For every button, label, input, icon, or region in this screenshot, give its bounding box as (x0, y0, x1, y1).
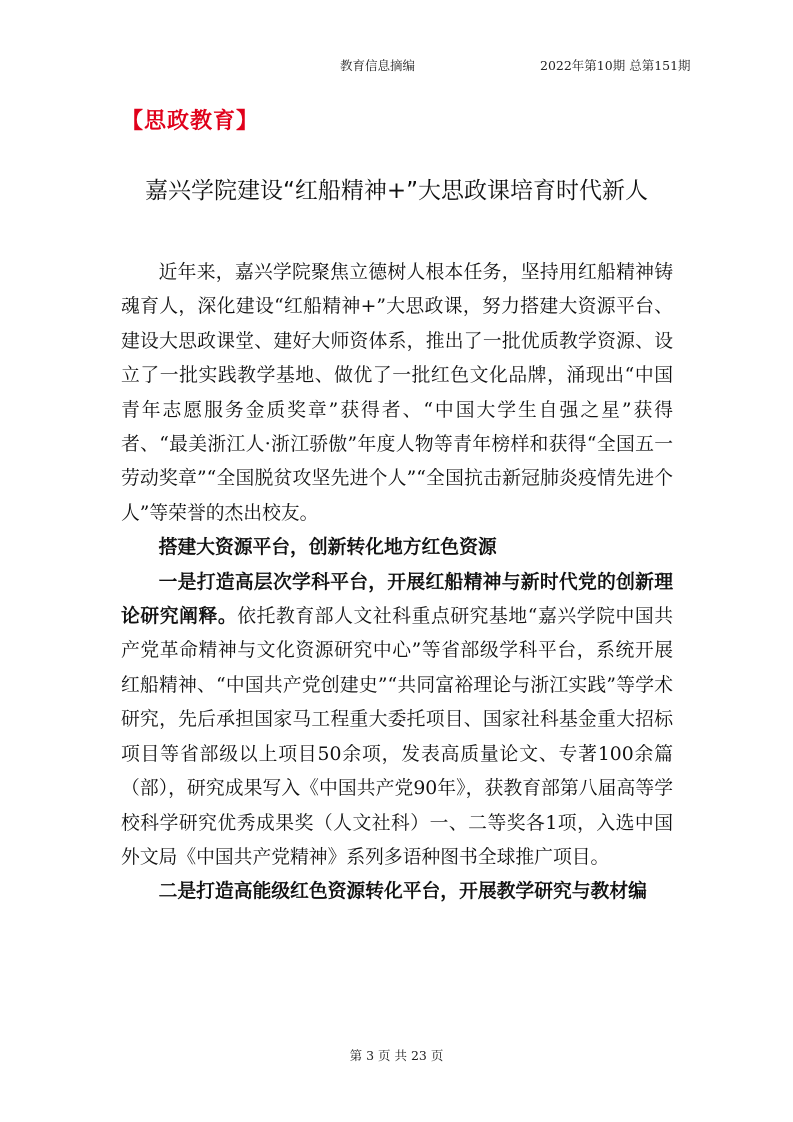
point-two-lead: 二是打造高能级红色资源转化平台，开展教学研究与教材编 (158, 881, 647, 903)
paragraph-point-one (121, 566, 673, 876)
article-body (121, 256, 673, 910)
paragraph-point-two (121, 875, 673, 909)
paragraph-intro: 近年来，嘉兴学院聚焦立德树人根本任务，坚持用红船精神铸魂育人，深化建设“红船精神+”大思政课，努力搭建大资源平台、建设大思政课堂、建好大师资体系，推出了一批优质教学资源、设立了一批实践教学基地、做优了一批红色文化品牌，涌现出“中国青年志愿服务金质奖章”获得者、“中国大学生自强之星”获得者、“最美浙江人·浙江骄傲”年度人物等青年榜样和获得“全国五一劳动奖章”“全国脱贫攻坚先进个人”“全国抗击新冠肺炎疫情先进个人”等荣誉的杰出校友。 (121, 262, 673, 524)
section-tag: 【思政教育】 (121, 109, 260, 134)
article-title: 嘉兴学院建设“红船精神+”大思政课培育时代新人 (144, 178, 649, 204)
point-one-body: 依托教育部人文社科重点研究基地“嘉兴学院中国共产党革命精神与文化资源研究中心”等省部级学科平台，系统开展红船精神、“中国共产党创建史”“共同富裕理论与浙江实践”等学术研究，先后承担国家马工程重大委托项目、国家社科基金重大招标项目等省部级以上项目50余项，发表高质量论文、专著100余篇（部），研究成果写入《中国共产党90年》，获教育部第八届高等学校科学研究优秀成果奖（人文社科）一、二等奖各1项，入选中国外文局《中国共产党精神》系列多语种图书全球推广项目。 (121, 606, 673, 868)
publication-name: 教育信息摘编 (340, 58, 416, 73)
page-footer: 第 3 页 共 23 页 (349, 1048, 444, 1063)
section-heading: 搭建大资源平台，创新转化地方红色资源 (158, 537, 497, 559)
point-one-lead: 一是打造高层次学科平台，开展红船精神与新时代党的创新理论研究阐释。 (121, 571, 673, 628)
issue-number: 2022年第10期 总第151期 (540, 58, 691, 73)
